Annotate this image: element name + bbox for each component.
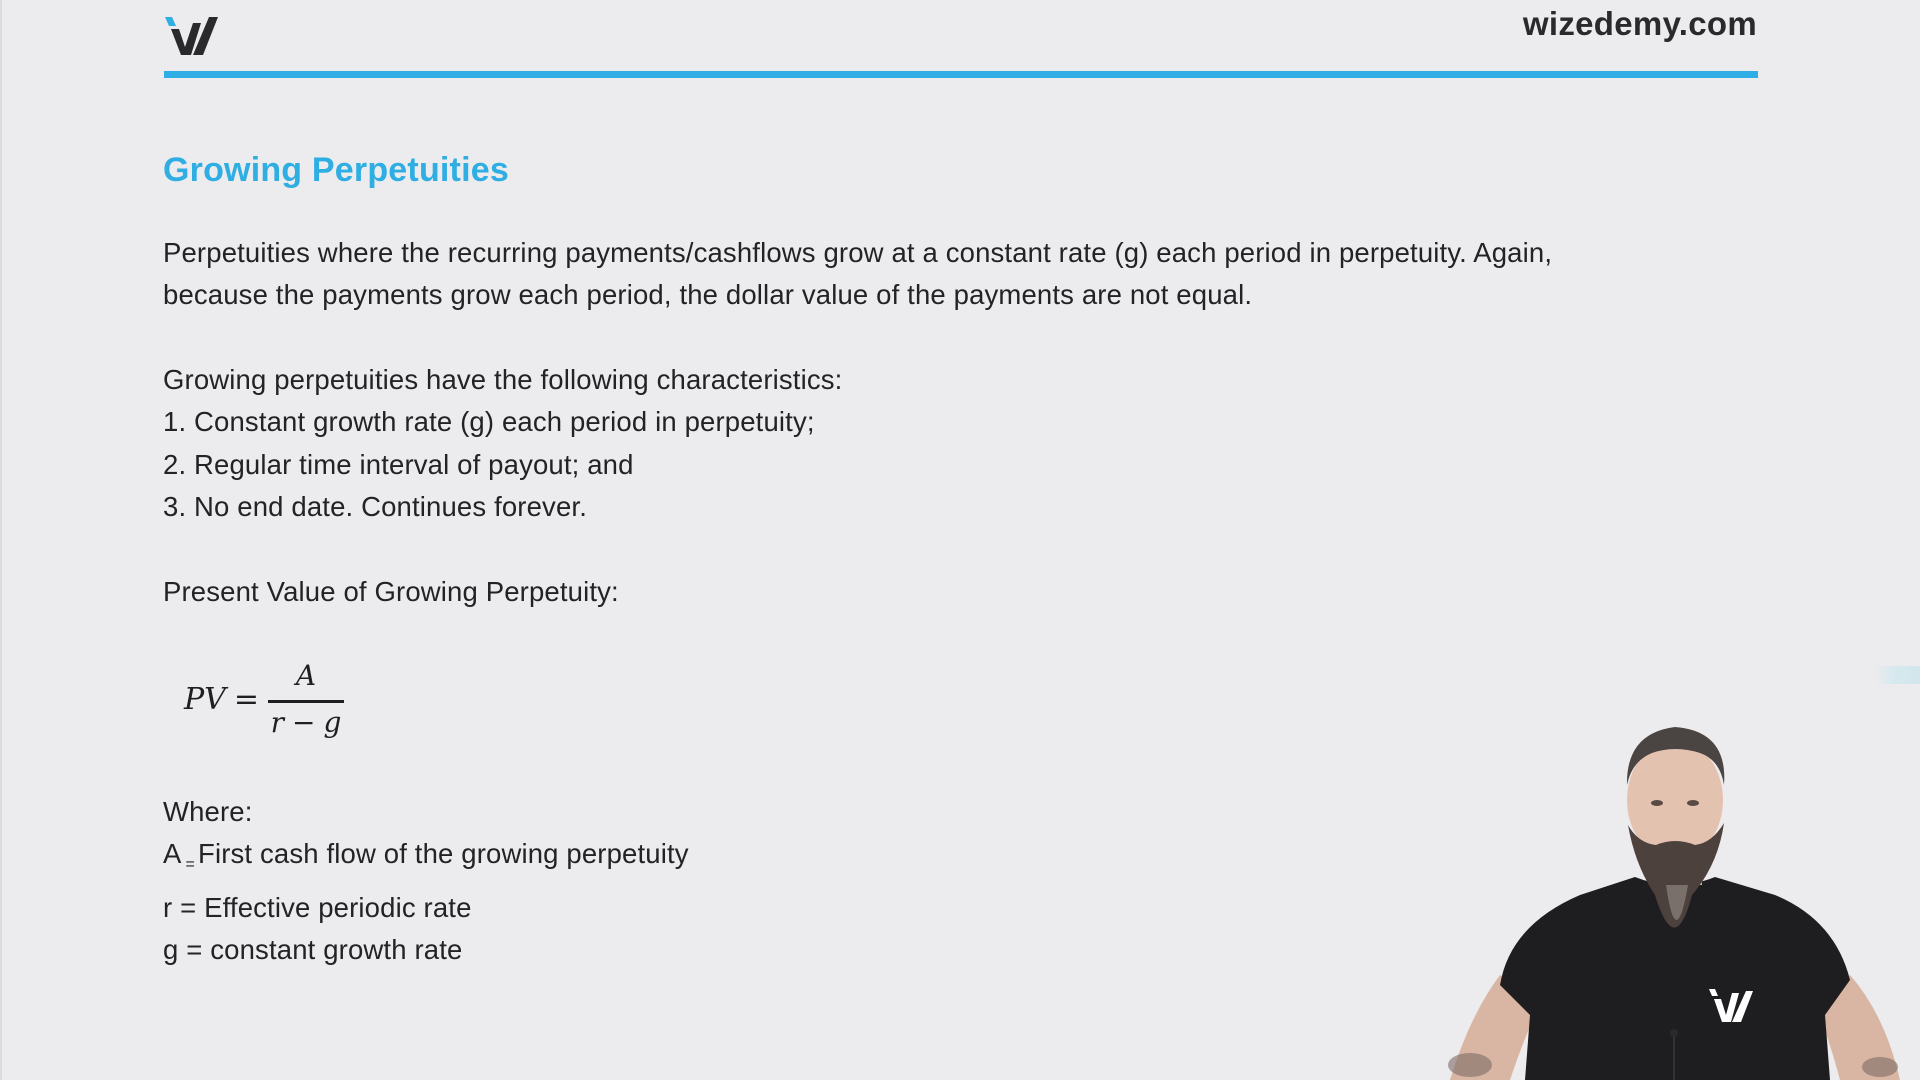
definition-a [163, 833, 689, 886]
side-panel-edge [1876, 666, 1920, 684]
window-edge [0, 0, 2, 1080]
characteristics-heading: Growing perpetuities have the following characteristics: [163, 364, 843, 395]
definition-symbol: g [163, 933, 179, 965]
list-item: 1. Constant growth rate (g) each period in perpetuity; [163, 406, 815, 438]
formula-pv: PV [184, 682, 226, 717]
definition-symbol: A [163, 838, 182, 870]
slide-title: Growing Perpetuities [163, 151, 509, 189]
list-item: 2. Regular time interval of payout; and [163, 448, 634, 480]
where-heading: Where: [163, 796, 253, 827]
definition-text: First cash flow of the growing perpetuity [198, 838, 689, 870]
definition-symbol: r [163, 891, 173, 923]
formula-fraction [268, 656, 344, 743]
intro-line: Perpetuities where the recurring payments/cashflows grow at a constant rate (g) each period in perpetuity. Again, [163, 237, 1553, 268]
intro-paragraph [163, 232, 1723, 317]
formula-equals: = [233, 682, 259, 717]
definition-text: constant growth rate [210, 933, 463, 965]
formula-minus: − [291, 706, 316, 739]
definition-r [163, 887, 689, 929]
where-definitions [163, 791, 689, 971]
formula-g: g [323, 706, 342, 739]
presenter-video [1430, 715, 1920, 1080]
definition-separator: = [180, 891, 197, 923]
header-accent-bar [164, 71, 1758, 78]
wizedemy-logo-icon [163, 15, 221, 57]
definition-separator: = [185, 856, 195, 874]
pv-label: Present Value of Growing Perpetuity: [163, 576, 619, 607]
intro-line: because the payments grow each period, the dollar value of the payments are not equal. [163, 279, 1253, 311]
list-item: 3. No end date. Continues forever. [163, 490, 587, 522]
definition-text: Effective periodic rate [204, 891, 472, 923]
definition-separator: = [186, 933, 203, 965]
site-name: wizedemy.com [1522, 5, 1757, 42]
formula-denominator [268, 703, 344, 743]
formula-numerator: A [295, 659, 317, 692]
formula-r: r [270, 706, 284, 739]
definition-g [163, 929, 689, 971]
characteristics-list [163, 359, 842, 528]
formula-lhs [184, 682, 265, 718]
